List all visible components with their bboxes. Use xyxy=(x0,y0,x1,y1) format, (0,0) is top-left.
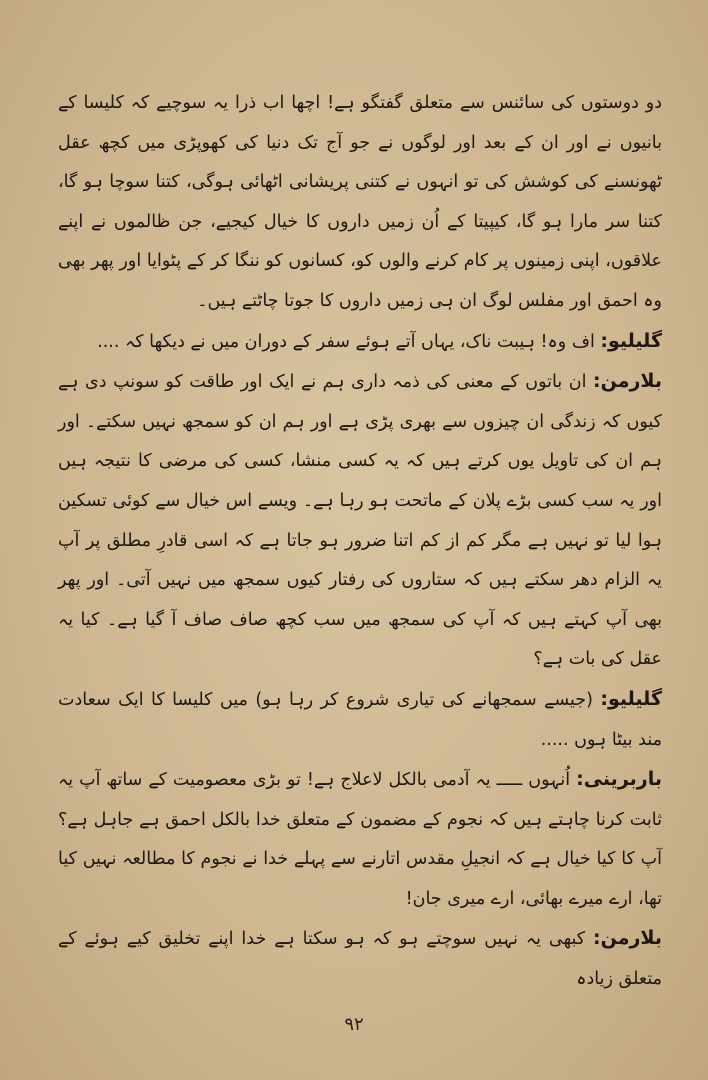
dialogue-text: (جیسے سمجھانے کی تیاری شروع کر رہا ہو) میں کلیسا کا ایک سعادت مند بیٹا ہوں ..... xyxy=(58,689,662,750)
dialogue-text: کبھی یہ نہیں سوچتے ہو کہ ہو سکتا ہے خدا اپنے تخلیق کیے ہوئے کے متعلق زیادہ xyxy=(58,929,662,990)
speaker-name: باربرینی: xyxy=(576,768,662,791)
dialogue-galileo-1 xyxy=(58,322,662,363)
page-body-text xyxy=(58,84,662,1000)
dialogue-galileo-2 xyxy=(58,680,662,760)
paragraph-text: دو دوستوں کی سائنس سے متعلق گفتگو ہے! اچھا اب ذرا یہ سوچیے کہ کلیسا کے بانیوں نے اور ان کے بعد اور لوگوں نے جو آج تک دنیا کی کھوپڑی میں کچھ عقل ٹھونسنے کی کوشش کی تو انہوں نے کتنی پریشانی اٹھائی ہوگی، کتنا سوچا ہو گا، کتنا سر مارا ہو گا، کیپیتا کے اُن زمیں داروں کا خیال کیجیے، جن ظالموں نے اپنے علاقوں، اپنی زمینوں پر کام کرنے والوں کو، کسانوں کو ننگا کر کے پٹوایا اور پھر بھی وہ احمق اور مفلس لوگ ان ہی زمیں داروں کا جوتا چاٹتے ہیں۔ xyxy=(58,93,662,311)
speaker-name: گلیلیو: xyxy=(600,329,662,352)
speaker-name: بلارمن: xyxy=(593,927,662,950)
dialogue-barberini-1 xyxy=(58,760,662,919)
dialogue-bellarmine-1 xyxy=(58,362,662,680)
paragraph-intro xyxy=(58,84,662,322)
dialogue-text: اف وہ! ہیبت ناک، یہاں آتے ہوئے سفر کے دوران میں نے دیکھا کہ .... xyxy=(97,331,595,352)
dialogue-text: ان باتوں کے معنی کی ذمہ داری ہم نے ایک اور طاقت کو سونپ دی ہے کیوں کہ زندگی ان چیزوں سے بھری پڑی ہے اور ہم ان کو سمجھ نہیں سکتے۔ اور ہم ان کی تاویل یوں کرتے ہیں کہ یہ کسی منشا، کسی کی مرضی کا نتیجہ ہیں اور یہ سب کسی بڑے پلان کے ماتحت ہو رہا ہے۔ ویسے اس خیال سے کوئی تسکین ہوا لیا تو نہیں ہے مگر کم از کم اتنا ضرور ہو جاتا ہے کہ اسی قادرِ مطلق پر آپ یہ الزام دھر سکتے ہیں کہ ستاروں کی رفتار کیوں سمجھ میں نہیں آتی۔ اور پھر بھی آپ کہتے ہیں کہ آپ کی سمجھ میں سب کچھ صاف صاف آ گیا ہے۔ کیا یہ عقل کی بات ہے؟ xyxy=(58,372,662,670)
page-number: ۹۲ xyxy=(344,1014,364,1035)
speaker-name: گلیلیو: xyxy=(600,687,662,710)
dialogue-text: اُنہوں ـــــ یہ آدمی بالکل لاعلاج ہے! تو بڑی معصومیت کے ساتھ آپ یہ ثابت کرنا چاہتے ہیں کہ نجوم کے مضمون کے متعلق خدا بالکل احمق ہے جاہل ہے؟ آپ کا کیا خیال ہے کہ انجیلِ مقدس اتارنے سے پہلے خدا نے نجوم کا مطالعہ نہیں کیا تھا، ارے میرے بھائی، ارے میری جان! xyxy=(58,770,662,909)
speaker-name: بلارمن: xyxy=(593,370,662,393)
dialogue-bellarmine-2 xyxy=(58,919,662,999)
